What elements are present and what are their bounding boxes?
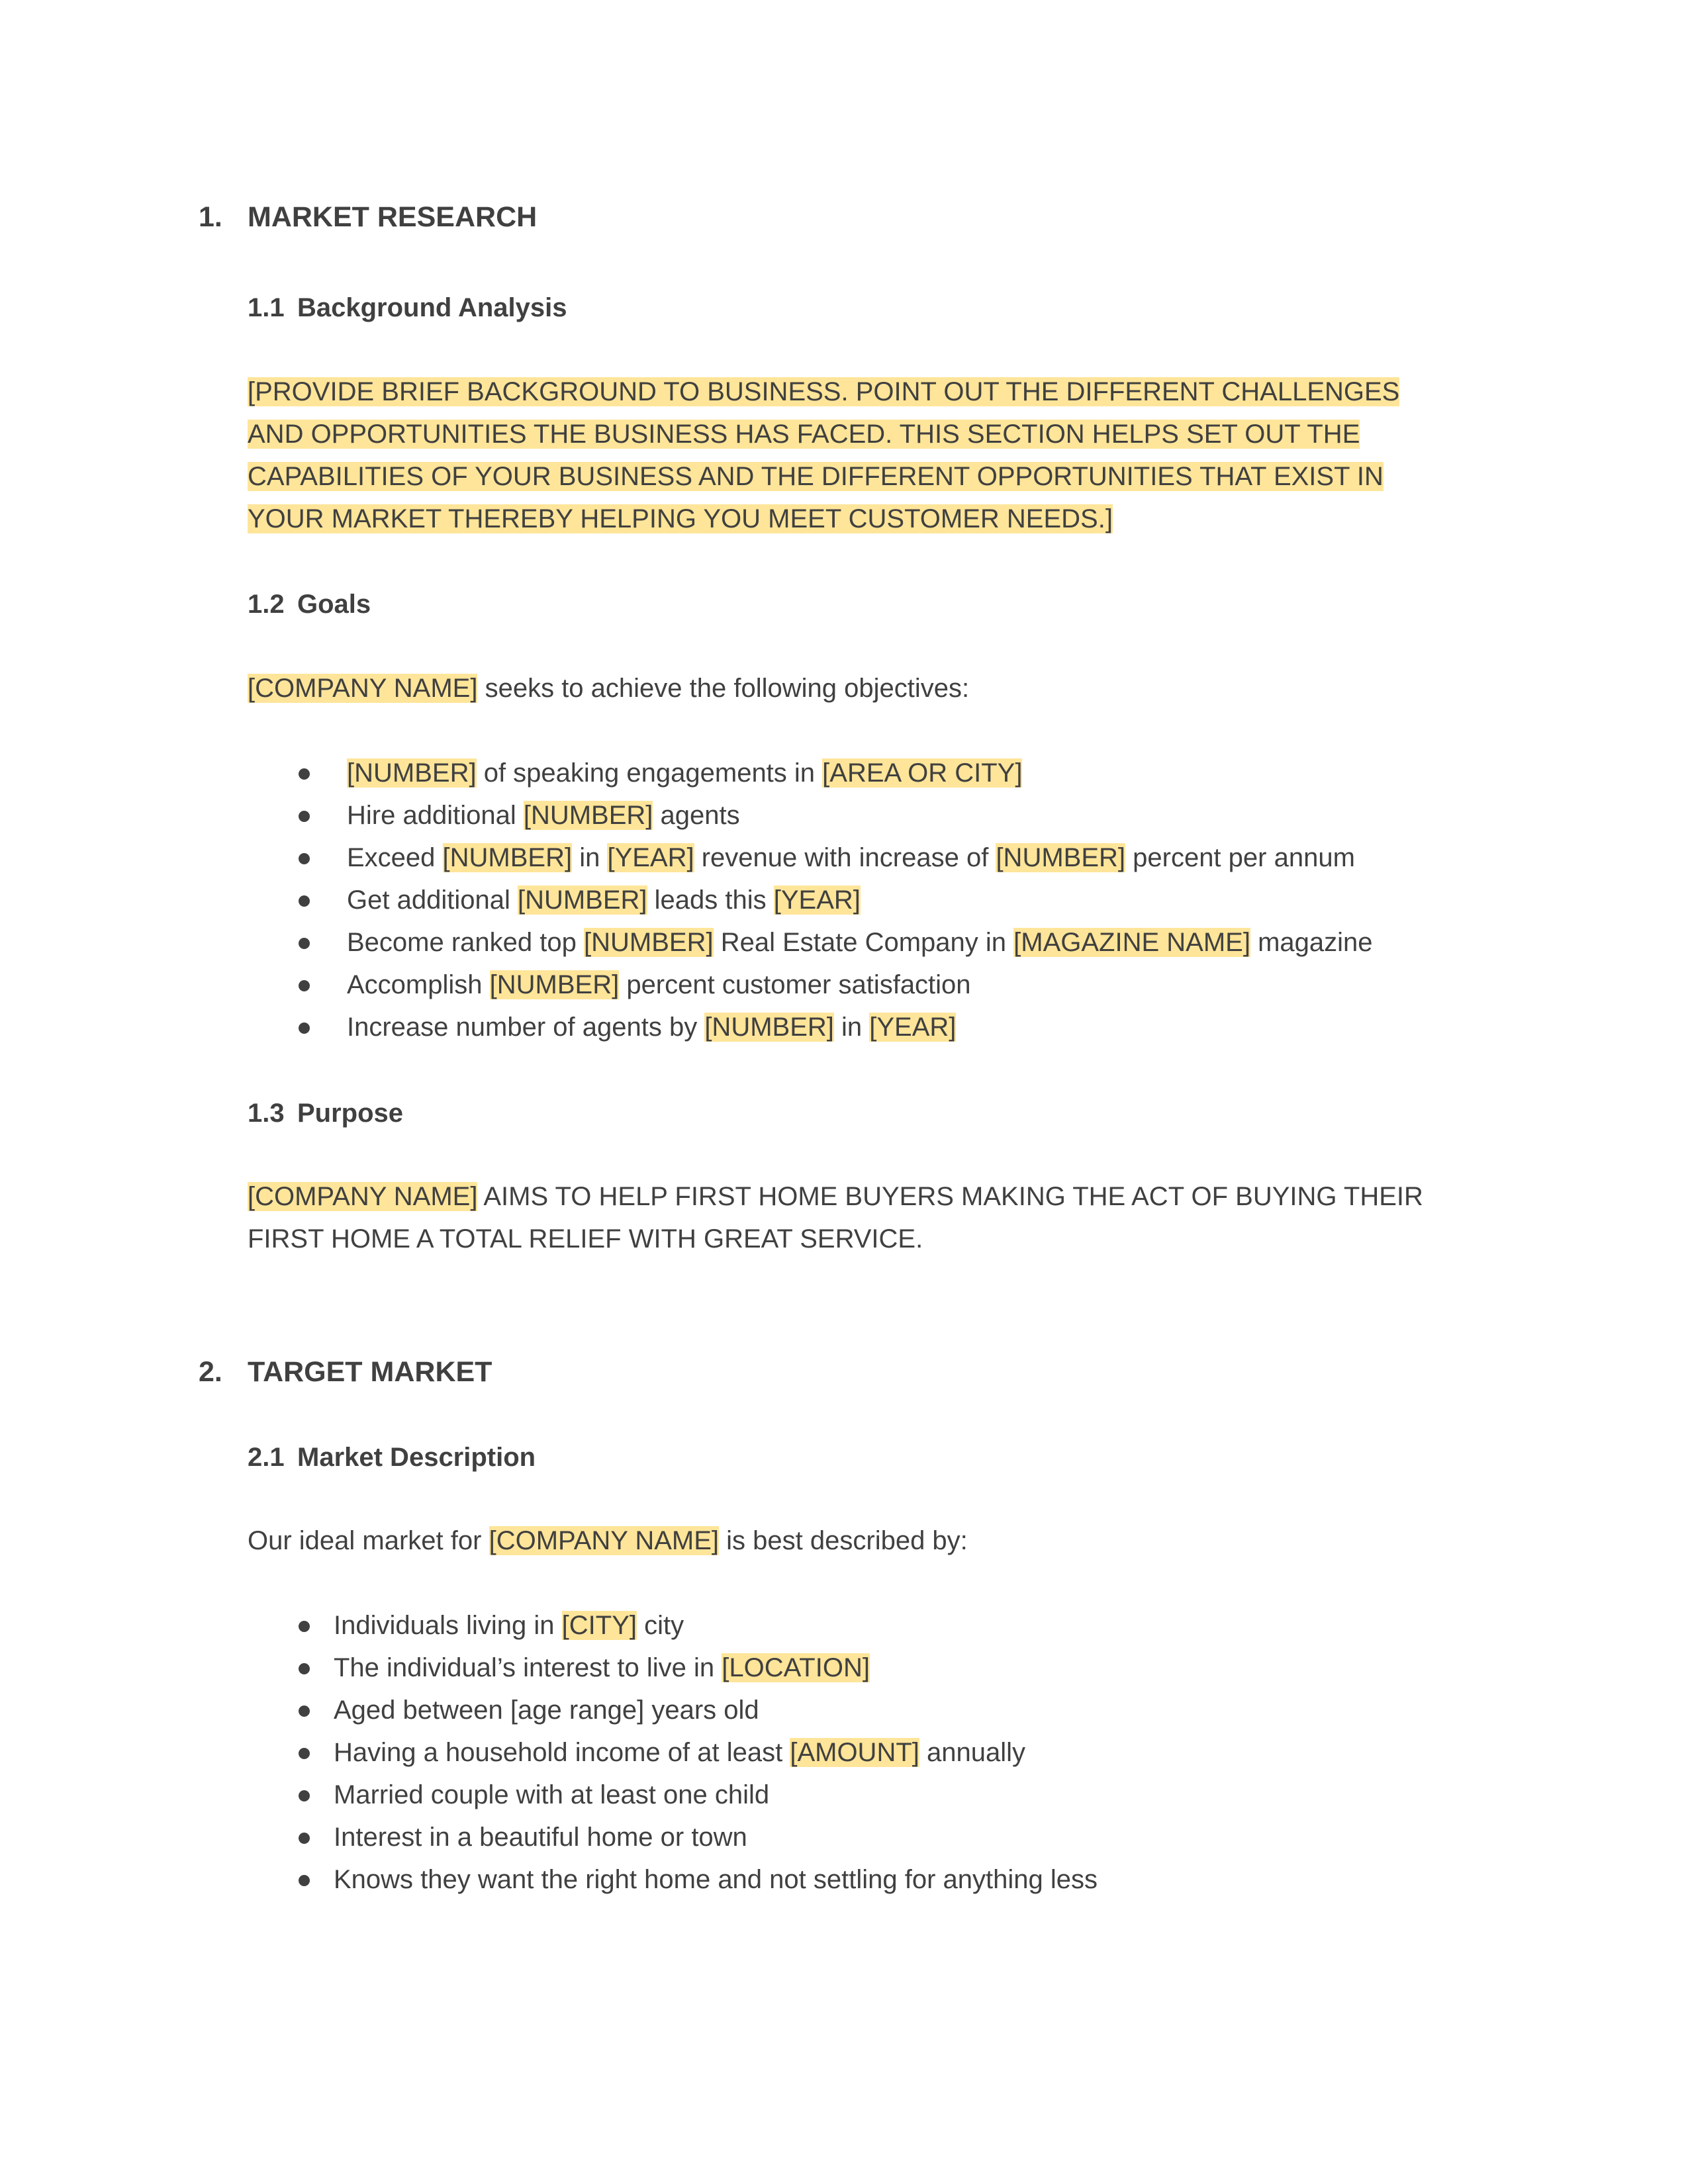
- item-text: leads this: [647, 886, 774, 915]
- item-text: magazine: [1250, 928, 1373, 957]
- section-title: TARGET MARKET: [248, 1356, 492, 1388]
- company-name-placeholder: [COMPANY NAME]: [248, 674, 478, 703]
- list-item: [0, 1689, 1098, 1731]
- purpose-text: AIMS TO HELP FIRST HOME BUYERS MAKING THE ACT OF BUYING THEIR FIRST HOME A TOTAL RELIEF WITH GREAT SERVICE.: [248, 1182, 1423, 1253]
- market-intro: [248, 1520, 1439, 1562]
- list-item: [0, 794, 1373, 837]
- placeholder-highlight: [NUMBER]: [704, 1013, 834, 1042]
- subsection-heading-market-description: [248, 1444, 536, 1471]
- company-name-placeholder: [COMPANY NAME]: [489, 1526, 720, 1555]
- bullet-icon: [299, 1663, 310, 1674]
- item-text: Married couple with at least one child: [334, 1780, 770, 1809]
- item-text: in: [833, 1013, 870, 1042]
- item-text: city: [636, 1611, 684, 1640]
- placeholder-highlight: [NUMBER]: [347, 758, 477, 788]
- item-text: Become ranked top: [347, 928, 584, 957]
- item-text: percent per annum: [1125, 843, 1355, 872]
- section-title: MARKET RESEARCH: [248, 201, 538, 233]
- list-item: [0, 837, 1373, 879]
- item-text: Exceed: [347, 843, 443, 872]
- goals-list: [0, 752, 1373, 1048]
- bullet-icon: [299, 1875, 310, 1886]
- subsection-title: Purpose: [297, 1099, 404, 1128]
- subsection-title: Market Description: [297, 1443, 536, 1472]
- bullet-icon: [299, 1748, 310, 1759]
- list-item: [0, 1647, 1098, 1689]
- subsection-heading-background-analysis: [248, 295, 567, 321]
- bullet-icon: [299, 811, 310, 822]
- placeholder-highlight: [MAGAZINE NAME]: [1013, 928, 1250, 957]
- item-text: agents: [653, 801, 740, 830]
- bullet-icon: [299, 853, 310, 864]
- bullet-icon: [299, 938, 310, 949]
- list-item: [0, 1858, 1098, 1901]
- list-item: [0, 879, 1373, 921]
- item-text: Hire additional: [347, 801, 524, 830]
- subsection-number: 1.3: [248, 1099, 285, 1128]
- company-name-placeholder: [COMPANY NAME]: [248, 1182, 478, 1211]
- item-text: annually: [919, 1738, 1025, 1767]
- item-text: Increase number of agents by: [347, 1013, 705, 1042]
- subsection-title: Background Analysis: [297, 293, 567, 322]
- item-text: The individual’s interest to live in: [334, 1653, 722, 1682]
- placeholder-highlight: [NUMBER]: [584, 928, 714, 957]
- placeholder-highlight: [LOCATION]: [722, 1653, 870, 1682]
- market-list: [0, 1604, 1098, 1901]
- placeholder-highlight: [YEAR]: [607, 843, 694, 872]
- list-item: [0, 1816, 1098, 1858]
- goals-intro: [248, 667, 1439, 709]
- placeholder-highlight: [NUMBER]: [996, 843, 1126, 872]
- placeholder-highlight: [YEAR]: [869, 1013, 957, 1042]
- bullet-icon: [299, 895, 310, 907]
- item-text: Knows they want the right home and not settling for anything less: [334, 1865, 1098, 1894]
- bullet-icon: [299, 1621, 310, 1632]
- placeholder-highlight: [NUMBER]: [523, 801, 653, 830]
- placeholder-highlight: [YEAR]: [773, 886, 861, 915]
- item-text: Aged between [age range] years old: [334, 1696, 759, 1725]
- placeholder-highlight: [AREA OR CITY]: [822, 758, 1023, 788]
- list-item: [0, 1604, 1098, 1647]
- bullet-icon: [299, 1833, 310, 1844]
- list-item: [0, 921, 1373, 964]
- subsection-heading-purpose: [248, 1100, 403, 1126]
- item-text: percent customer satisfaction: [619, 970, 971, 999]
- item-text: Interest in a beautiful home or town: [334, 1823, 747, 1852]
- placeholder-highlight: [PROVIDE BRIEF BACKGROUND TO BUSINESS. POINT OUT THE DIFFERENT CHALLENGES AND OPPORTUNITIES THE BUSINESS HAS FACED. THIS SECTION HELPS SET OUT THE CAPABILITIES OF YOUR BUSINESS AND THE DIFFERENT OPPORTUNITIES THAT EXIST IN YOUR MARKET THEREBY HELPING YOU MEET CUSTOMER NEEDS.]: [248, 377, 1400, 533]
- purpose-paragraph: [248, 1175, 1439, 1260]
- item-text: Individuals living in: [334, 1611, 562, 1640]
- market-intro-text: Our ideal market for: [248, 1526, 489, 1555]
- item-text: Get additional: [347, 886, 518, 915]
- placeholder-highlight: [CITY]: [561, 1611, 637, 1640]
- list-item: [0, 1006, 1373, 1048]
- bullet-icon: [299, 980, 310, 991]
- item-text: Real Estate Company in: [713, 928, 1014, 957]
- subsection-heading-goals: [248, 591, 371, 617]
- bullet-icon: [299, 1706, 310, 1717]
- list-item: [0, 1731, 1098, 1774]
- item-text: revenue with increase of: [694, 843, 996, 872]
- subsection-title: Goals: [297, 590, 371, 619]
- list-item: [0, 752, 1373, 794]
- subsection-number: 2.1: [248, 1443, 285, 1472]
- item-text: Accomplish: [347, 970, 490, 999]
- subsection-number: 1.1: [248, 293, 285, 322]
- placeholder-highlight: [NUMBER]: [442, 843, 573, 872]
- placeholder-highlight: [AMOUNT]: [790, 1738, 919, 1767]
- placeholder-highlight: [NUMBER]: [517, 886, 647, 915]
- item-text: Having a household income of at least: [334, 1738, 790, 1767]
- background-paragraph: [248, 371, 1439, 540]
- item-text: of speaking engagements in: [476, 758, 823, 788]
- bullet-icon: [299, 1790, 310, 1801]
- subsection-number: 1.2: [248, 590, 285, 619]
- item-text: in: [572, 843, 608, 872]
- bullet-icon: [299, 1023, 310, 1034]
- goals-intro-text: seeks to achieve the following objectives:: [477, 674, 970, 703]
- list-item: [0, 1774, 1098, 1816]
- bullet-icon: [299, 768, 310, 780]
- section-number: 2.: [199, 1356, 222, 1388]
- market-intro-text: is best described by:: [719, 1526, 968, 1555]
- placeholder-highlight: [NUMBER]: [489, 970, 620, 999]
- section-number: 1.: [199, 201, 222, 233]
- list-item: [0, 964, 1373, 1006]
